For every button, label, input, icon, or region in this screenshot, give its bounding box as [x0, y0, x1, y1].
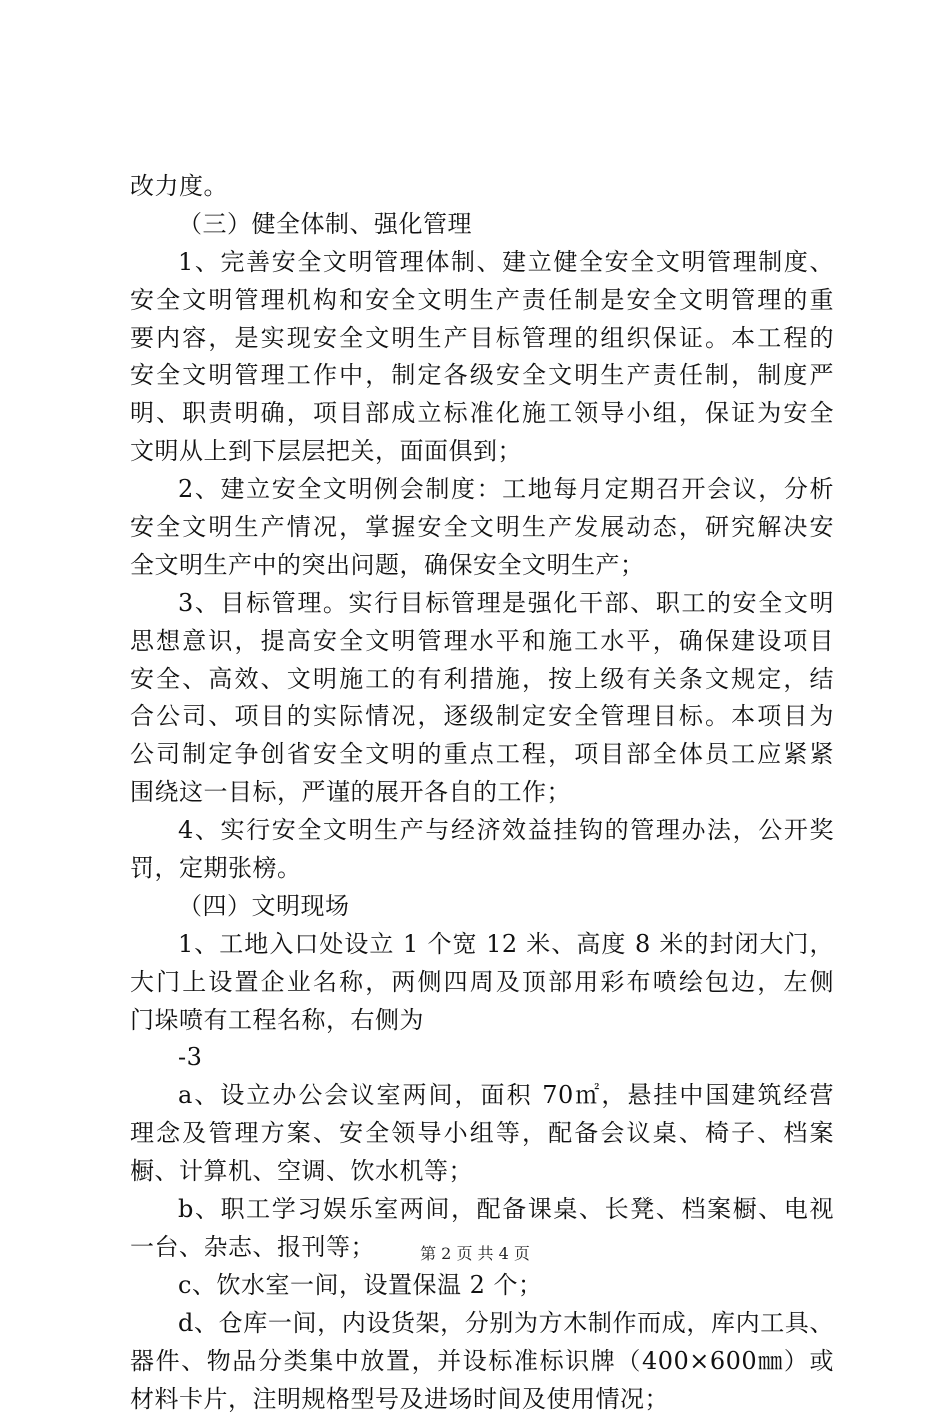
page-footer: 第 2 页 共 4 页	[0, 1241, 950, 1264]
text-line: 罚，定期张榜。	[130, 850, 834, 888]
text-line: 大门上设置企业名称，两侧四周及顶部用彩布喷绘包边，左侧	[130, 964, 834, 1002]
text-line: 1、工地入口处设立 1 个宽 12 米、高度 8 米的封闭大门，	[130, 926, 834, 964]
text-line: 器件、物品分类集中放置，并设标准标识牌（400×600㎜）或	[130, 1343, 834, 1381]
text-line: 思想意识，提高安全文明管理水平和施工水平，确保建设项目	[130, 623, 834, 661]
text-line: 3、目标管理。实行目标管理是强化干部、职工的安全文明	[130, 585, 834, 623]
text-line: d、仓库一间，内设货架，分别为方木制作而成，库内工具、	[130, 1305, 834, 1343]
text-line: 2、建立安全文明例会制度：工地每月定期召开会议，分析	[130, 471, 834, 509]
text-line: 安全文明管理工作中，制定各级安全文明生产责任制，制度严	[130, 357, 834, 395]
text-line: c、饮水室一间，设置保温 2 个；	[130, 1267, 834, 1305]
text-line: 门垛喷有工程名称，右侧为	[130, 1002, 834, 1040]
text-line: 一台、杂志、报刊等；	[130, 1229, 834, 1267]
text-line: 公司制定争创省安全文明的重点工程，项目部全体员工应紧紧	[130, 736, 834, 774]
text-line: 理念及管理方案、安全领导小组等，配备会议桌、椅子、档案	[130, 1115, 834, 1153]
page-marker: -3	[130, 1039, 834, 1077]
text-line: 1、完善安全文明管理体制、建立健全安全文明管理制度、	[130, 244, 834, 282]
text-line: 4、实行安全文明生产与经济效益挂钩的管理办法，公开奖	[130, 812, 834, 850]
text-line: a、设立办公会议室两间，面积 70㎡，悬挂中国建筑经营	[130, 1077, 834, 1115]
text-line: 橱、计算机、空调、饮水机等；	[130, 1153, 834, 1191]
section-heading: （三）健全体制、强化管理	[130, 206, 834, 244]
text-line: 安全文明管理机构和安全文明生产责任制是安全文明管理的重	[130, 282, 834, 320]
text-line: 安全文明生产情况，掌握安全文明生产发展动态，研究解决安	[130, 509, 834, 547]
text-line: 材料卡片，注明规格型号及进场时间及使用情况；	[130, 1381, 834, 1418]
text-line: b、职工学习娱乐室两间，配备课桌、长凳、档案橱、电视	[130, 1191, 834, 1229]
text-line: 安全、高效、文明施工的有利措施，按上级有关条文规定，结	[130, 661, 834, 699]
document-body	[130, 168, 834, 1418]
text-line: 围绕这一目标，严谨的展开各自的工作；	[130, 774, 834, 812]
text-line: 文明从上到下层层把关，面面俱到；	[130, 433, 834, 471]
text-line: 要内容，是实现安全文明生产目标管理的组织保证。本工程的	[130, 320, 834, 358]
text-line: 明、职责明确，项目部成立标准化施工领导小组，保证为安全	[130, 395, 834, 433]
section-heading: （四）文明现场	[130, 888, 834, 926]
text-line: 全文明生产中的突出问题，确保安全文明生产；	[130, 547, 834, 585]
text-line: 合公司、项目的实际情况，逐级制定安全管理目标。本项目为	[130, 698, 834, 736]
text-line: 改力度。	[130, 168, 834, 206]
